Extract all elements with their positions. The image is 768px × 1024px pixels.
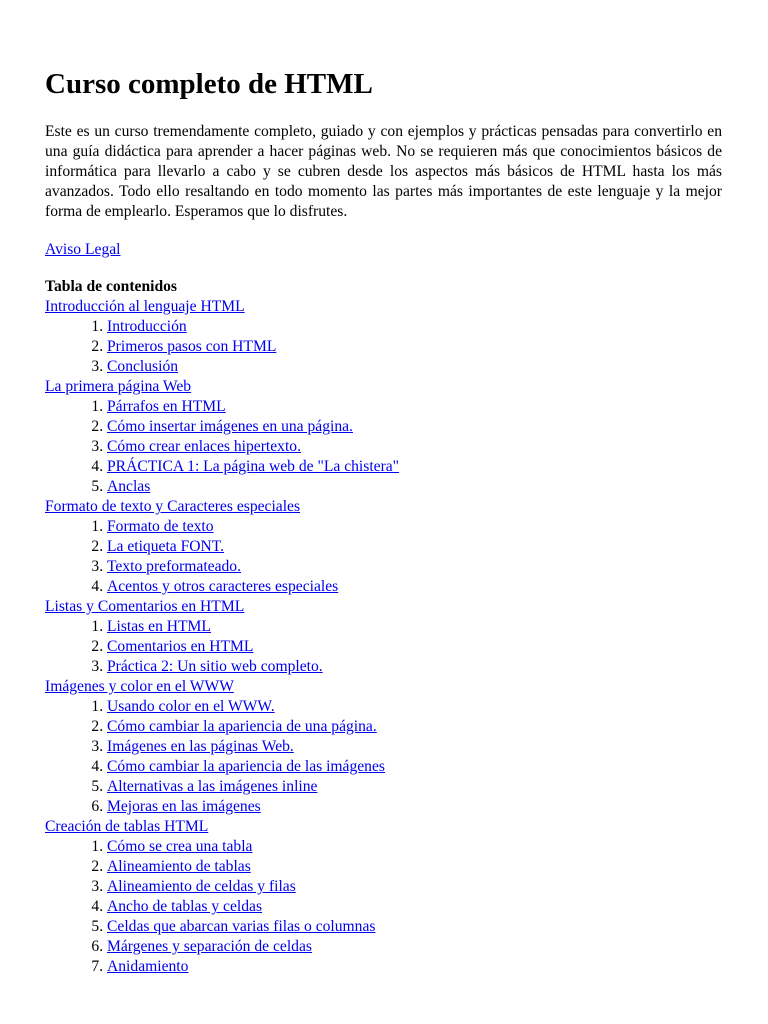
toc-section-link[interactable]: Cómo crear enlaces hipertexto. xyxy=(107,438,301,455)
toc-section-link[interactable]: Párrafos en HTML xyxy=(107,398,226,415)
toc-section-item xyxy=(107,957,723,977)
toc-section-link[interactable]: Formato de texto xyxy=(107,518,214,535)
toc-section-item xyxy=(107,517,723,537)
toc-chapter-link[interactable]: Formato de texto y Caracteres especiales xyxy=(45,498,301,515)
toc-section-link[interactable]: Cómo cambiar la apariencia de una página. xyxy=(107,718,377,735)
legal-notice-link[interactable]: Aviso Legal xyxy=(45,241,121,258)
toc-section-list xyxy=(45,517,723,597)
toc-section-link[interactable]: Conclusión xyxy=(107,358,179,375)
toc-section-link[interactable]: Alineamiento de tablas xyxy=(107,858,251,875)
toc-section-item xyxy=(107,317,723,337)
toc-section-link[interactable]: Alineamiento de celdas y filas xyxy=(107,878,296,895)
toc-section-item xyxy=(107,757,723,777)
toc-section-list xyxy=(45,837,723,977)
toc-section-list xyxy=(45,317,723,377)
toc-chapter-link[interactable]: Listas y Comentarios en HTML xyxy=(45,598,245,615)
toc-section-item xyxy=(107,697,723,717)
intro-paragraph: Este es un curso tremendamente completo, guiado y con ejemplos y prácticas pensadas para convertirlo en una guía didáctica para aprender a hacer páginas web. No se requieren más que conocimientos básicos de informática para llevarlo a cabo y se cubren desde los aspectos más básicos de HTML hasta los más avanzados. Todo ello resaltando en todo momento las partes más importantes de este lenguaje y la mejor forma de emplearlo. Esperamos que lo disfrutes. xyxy=(45,123,722,220)
toc-chapter xyxy=(45,817,723,837)
toc-section-list xyxy=(45,697,723,817)
toc-section-item xyxy=(107,397,723,417)
toc-section-link[interactable]: Cómo se crea una tabla xyxy=(107,838,253,855)
toc-section-link[interactable]: Alternativas a las imágenes inline xyxy=(107,778,318,795)
toc-section-link[interactable]: Usando color en el WWW. xyxy=(107,698,275,715)
toc-chapter xyxy=(45,497,723,517)
toc-section-list xyxy=(45,617,723,677)
toc-chapter xyxy=(45,377,723,397)
toc-section-item xyxy=(107,557,723,577)
toc-section-item xyxy=(107,737,723,757)
toc-section-link[interactable]: Mejoras en las imágenes xyxy=(107,798,261,815)
toc-section-item xyxy=(107,657,723,677)
toc-section-item xyxy=(107,417,723,437)
toc-chapter xyxy=(45,297,723,317)
toc-section-item xyxy=(107,637,723,657)
toc-section-list xyxy=(45,397,723,497)
toc-section-item xyxy=(107,617,723,637)
toc-section-link[interactable]: Primeros pasos con HTML xyxy=(107,338,277,355)
toc-section-link[interactable]: Acentos y otros caracteres especiales xyxy=(107,578,339,595)
toc-section-link[interactable]: Cómo cambiar la apariencia de las imágenes xyxy=(107,758,385,775)
toc-section-item xyxy=(107,837,723,857)
toc-section-item xyxy=(107,577,723,597)
toc-section-item xyxy=(107,537,723,557)
toc-section-item xyxy=(107,437,723,457)
toc-chapter-link[interactable]: Creación de tablas HTML xyxy=(45,818,209,835)
toc-section-item xyxy=(107,717,723,737)
toc-section-link[interactable]: Comentarios en HTML xyxy=(107,638,254,655)
toc-section-link[interactable]: La etiqueta FONT. xyxy=(107,538,225,555)
toc-section-item xyxy=(107,357,723,377)
toc-chapter-link[interactable]: Introducción al lenguaje HTML xyxy=(45,298,245,315)
toc-section-item xyxy=(107,857,723,877)
toc-chapter-link[interactable]: Imágenes y color en el WWW xyxy=(45,678,234,695)
legal-line xyxy=(45,240,723,260)
toc-chapter-link[interactable]: La primera página Web xyxy=(45,378,192,395)
toc-chapter xyxy=(45,677,723,697)
toc-heading: Tabla de contenidos xyxy=(45,278,178,295)
toc-section-item xyxy=(107,937,723,957)
toc-chapter xyxy=(45,597,723,617)
toc-section-link[interactable]: Listas en HTML xyxy=(107,618,211,635)
toc-section-link[interactable]: Introducción xyxy=(107,318,187,335)
table-of-contents xyxy=(45,297,723,977)
toc-section-link[interactable]: Anclas xyxy=(107,478,151,495)
toc-section-item xyxy=(107,457,723,477)
toc-section-link[interactable]: Celdas que abarcan varias filas o columnas xyxy=(107,918,376,935)
toc-section-link[interactable]: Anidamiento xyxy=(107,958,189,975)
toc-section-link[interactable]: PRÁCTICA 1: La página web de "La chistera" xyxy=(107,458,400,475)
toc-section-item xyxy=(107,477,723,497)
toc-section-link[interactable]: Práctica 2: Un sitio web completo. xyxy=(107,658,323,675)
toc-section-link[interactable]: Imágenes en las páginas Web. xyxy=(107,738,294,755)
toc-section-link[interactable]: Cómo insertar imágenes en una página. xyxy=(107,418,353,435)
toc-section-item xyxy=(107,337,723,357)
toc-section-item xyxy=(107,917,723,937)
toc-section-link[interactable]: Texto preformateado. xyxy=(107,558,241,575)
toc-section-item xyxy=(107,877,723,897)
toc-section-item xyxy=(107,897,723,917)
toc-section-item xyxy=(107,797,723,817)
toc-section-link[interactable]: Ancho de tablas y celdas xyxy=(107,898,263,915)
toc-section-item xyxy=(107,777,723,797)
page-title: Curso completo de HTML xyxy=(45,68,373,100)
toc-section-link[interactable]: Márgenes y separación de celdas xyxy=(107,938,312,955)
